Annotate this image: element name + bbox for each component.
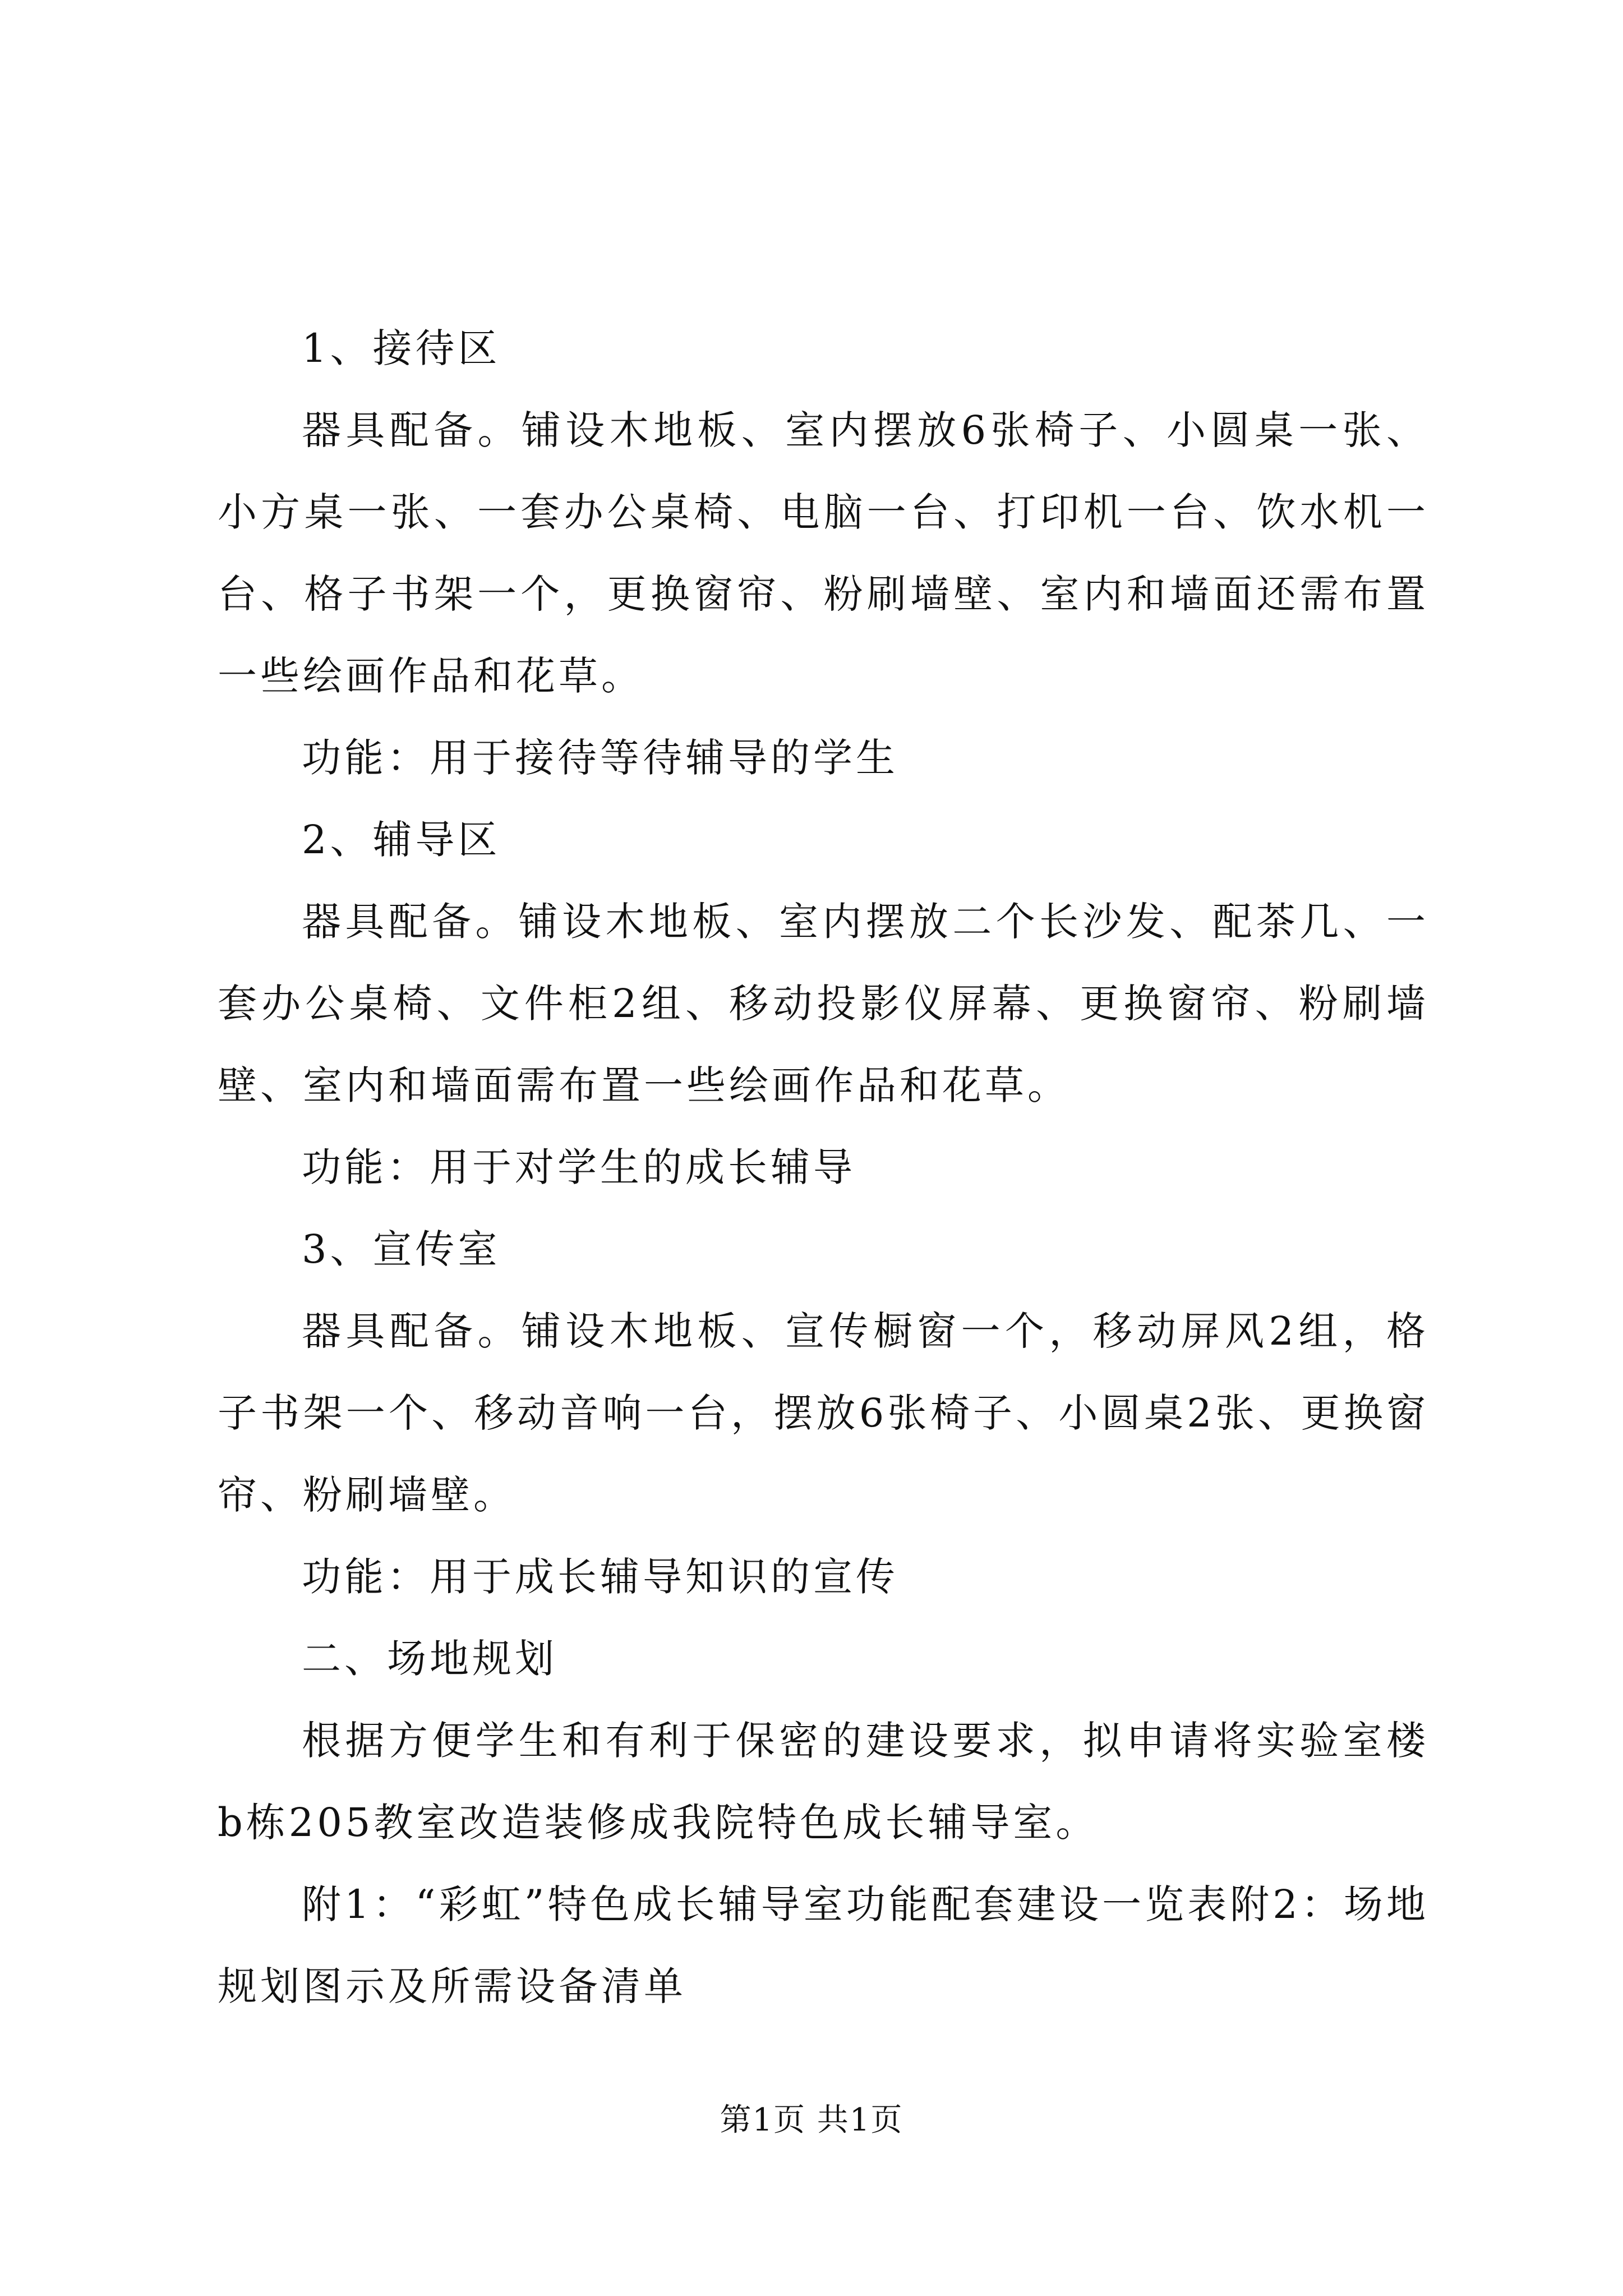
paragraph-publicity-equipment: 器具配备。铺设木地板、宣传橱窗一个，移动屏风2组，格子书架一个、移动音响一台，摆放6张椅子、小圆桌2张、更换窗帘、粉刷墙壁。 bbox=[218, 1308, 1429, 1518]
paragraph-site-planning: 根据方便学生和有利于保密的建设要求，拟申请将实验室楼b栋205教室改造装修成我院特色成长辅导室。 bbox=[218, 1718, 1429, 1846]
section-heading-publicity: 3、宣传室 bbox=[302, 1226, 501, 1272]
paragraph-reception-equipment: 器具配备。铺设木地板、室内摆放6张椅子、小圆桌一张、小方桌一张、一套办公桌椅、电脑一台、打印机一台、饮水机一台、格子书架一个，更换窗帘、粉刷墙壁、室内和墙面还需布置一些绘画作品和花草。 bbox=[218, 407, 1429, 699]
paragraph-counseling-equipment: 器具配备。铺设木地板、室内摆放二个长沙发、配茶几、一套办公桌椅、文件柜2组、移动投影仪屏幕、更换窗帘、粉刷墙壁、室内和墙面需布置一些绘画作品和花草。 bbox=[218, 899, 1429, 1108]
paragraph-counseling-function: 功能：用于对学生的成长辅导 bbox=[302, 1144, 856, 1190]
document-body bbox=[218, 307, 1429, 2027]
paragraph-publicity-function: 功能：用于成长辅导知识的宣传 bbox=[302, 1554, 898, 1600]
paragraph-appendix: 附1：“彩虹”特色成长辅导室功能配套建设一览表附2：场地规划图示及所需设备清单 bbox=[218, 1881, 1429, 2009]
section-heading-counseling: 2、辅导区 bbox=[302, 817, 501, 863]
section-heading-site-planning: 二、场地规划 bbox=[302, 1636, 557, 1682]
section-heading-reception: 1、接待区 bbox=[302, 325, 501, 371]
paragraph-reception-function: 功能：用于接待等待辅导的学生 bbox=[302, 735, 898, 781]
page-number-footer: 第1页 共1页 bbox=[720, 2102, 903, 2138]
